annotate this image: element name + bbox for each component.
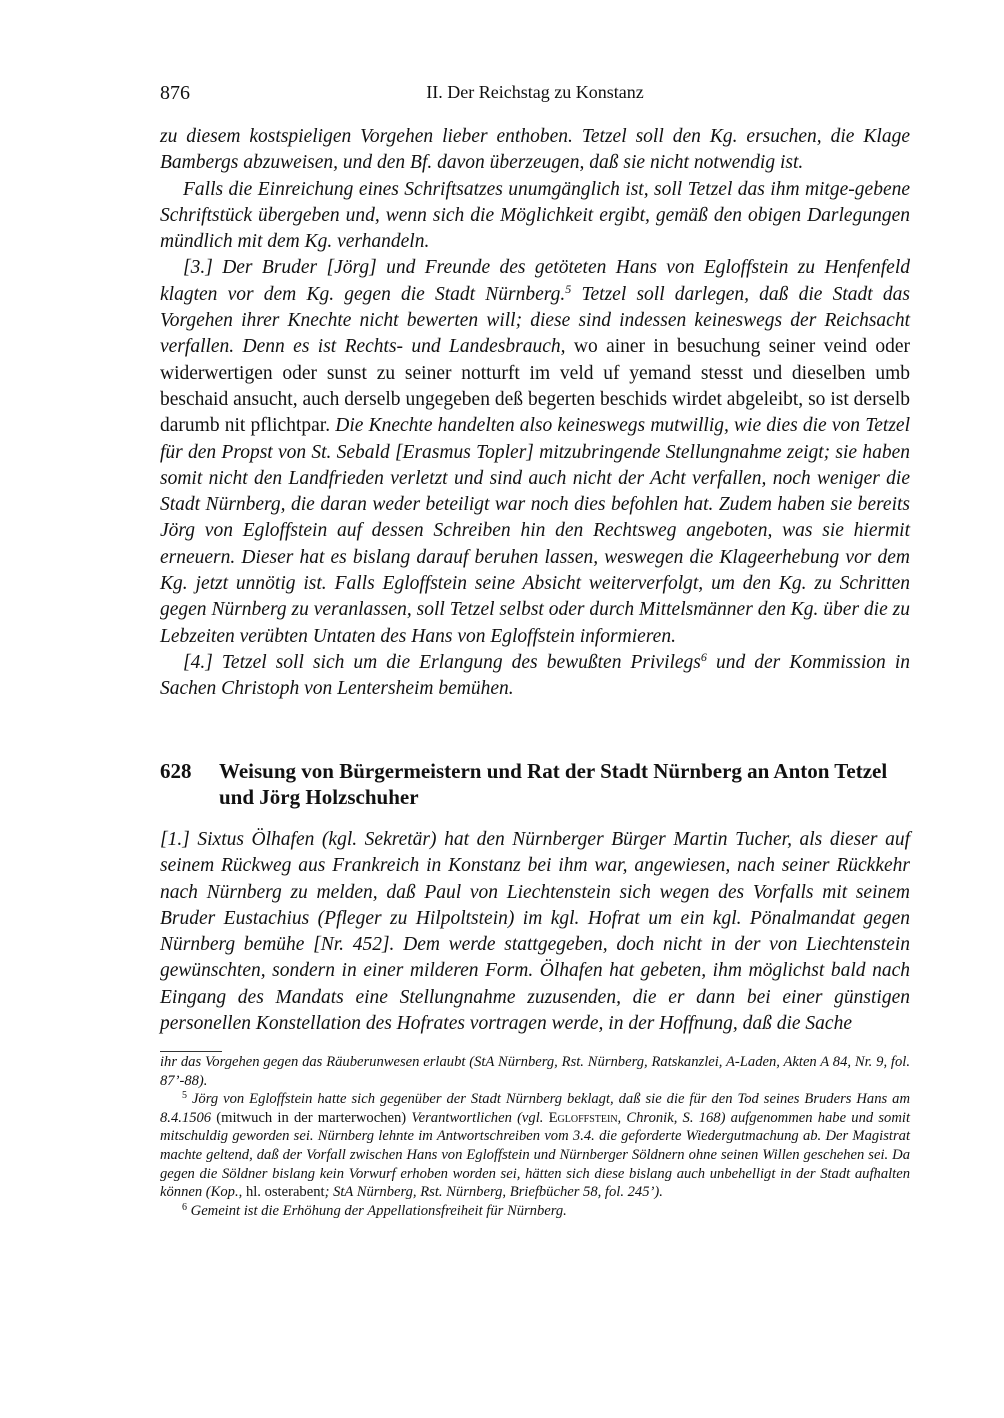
footnote-5-part-2: Verantwortlichen (vgl. bbox=[406, 1109, 549, 1126]
paragraph-4-part-2: und der Kommission in Sachen Christoph von Lentersheim bemühen. bbox=[160, 651, 910, 700]
footnote-6 bbox=[160, 1202, 910, 1221]
footnote-5-part-4: ; StA Nürnberg, Rst. Nürnberg, Briefbücher 58, fol. 245’). bbox=[324, 1184, 663, 1201]
page-number: 876 bbox=[160, 82, 190, 104]
footnote-5-quote-2: hl. osterabent bbox=[245, 1184, 325, 1201]
page-header bbox=[160, 82, 910, 108]
paragraph-3-quote: wo ainer in besuchung seiner veind oder widerwertigen oder sunst zu seiner notturft im veld uf yemand stesst und dieselben umb beschaid ansucht, auch derselb ungegeben deß begerten beschids wirdet abgeleibt, so ist derselb darumb nit pflichtpar. bbox=[160, 336, 911, 437]
document-628-paragraph: [1.] Sixtus Ölhafen (kgl. Sekretär) hat den Nürnberger Bürger Martin Tucher, als dieser auf seinem Rückweg aus Frankreich in Konstanz bei ihm war, angewiesen, nach seiner Rückkehr nach Nürnberg zu melden, daß Paul von Liechtenstein sich wegen des Vorfalls mit seinem Bruder Eustachius (Pfleger zu Hilpoltstein) im kgl. Hofrat um ein kgl. Pönalmandat gegen Nürnberg bemühe [Nr. 452]. Dem werde stattgegeben, doch nicht in der von Liechtenstein gewünschten, sondern in einer milderen Form. Ölhafen hat gebeten, ihm möglichst bald nach Eingang des Mandats eine Stellungnahme zuzusenden, die er dann bei einer günstigen personellen Konstellation des Hofrates vortragen werde, in der Hoffnung, daß die Sache bbox=[160, 829, 910, 1035]
paragraph-3-part-3: Die Knechte handelten also keineswegs mutwillig, wie dies die von Tetzel für den Propst von St. Sebald [Erasmus Topler] mitzubringende Stellungnahme zeigt; sie haben somit nicht den Landfrieden verletzt und sind auch nicht der Acht verfallen, noch weniger die Stadt Nürnberg, die daran weder beteiligt war noch dies befohlen hat. Zudem haben sie bereits Jörg von Egloffstein auf dessen Schreiben hin den Rechtsweg angeboten, was sie hiermit erneuern. Dieser hat es bislang darauf beruhen lassen, weswegen die Klageerhebung vor dem Kg. jetzt unnötig ist. Falls Egloffstein seine Absicht weiterverfolgt, um den Kg. zu Schritten gegen Nürnberg zu veranlassen, soll Tetzel selbst oder durch Mittelsmänner den Kg. über die zu Lebzeiten verübten Untaten des Hans von Egloffstein informieren. bbox=[160, 415, 910, 647]
footnotes bbox=[160, 1053, 910, 1220]
footnote-continuation: ihr das Vorgehen gegen das Räuberunwesen erlaubt (StA Nürnberg, Rst. Nürnberg, Ratskanzlei, A-Laden, Akten A 84, Nr. 9, fol. 87’-88). bbox=[160, 1054, 910, 1089]
paragraph-3 bbox=[160, 255, 910, 649]
footnote-6-mark: 6 bbox=[182, 1201, 187, 1213]
document-628-text bbox=[160, 827, 910, 1037]
document-title: Weisung von Bürgermeistern und Rat der Stadt Nürnberg an Anton Tetzel und Jörg Holzschuher bbox=[219, 759, 888, 809]
footnote-6-text: Gemeint ist die Erhöhung der Appellationsfreiheit für Nürnberg. bbox=[187, 1202, 567, 1219]
main-text bbox=[160, 124, 910, 703]
footnote-5-part-1: Jörg von Egloffstein hatte sich gegenüber der Stadt Nürnberg beklagt, daß sie die für den Tod seines Bruders Hans am 8.4.1506 bbox=[160, 1091, 910, 1126]
paragraph-3-part-1: [3.] Der Bruder [Jörg] und Freunde des getöteten Hans von Egloffstein zu Henfenfeld klagten vor dem Kg. gegen die Stadt Nürnberg. bbox=[160, 257, 910, 305]
paragraph-1: zu diesem kostspieligen Vorgehen lieber enthoben. Tetzel soll den Kg. ersuchen, die Klage Bambergs abzuweisen, und den Bf. davon überzeugen, daß sie nicht notwendig ist. bbox=[160, 126, 910, 174]
footnote-ref-6: 6 bbox=[700, 649, 707, 664]
paragraph-4 bbox=[160, 650, 910, 703]
footnote-5-mark: 5 bbox=[182, 1090, 187, 1102]
paragraph-2: Falls die Einreichung eines Schriftsatzes unumgänglich ist, soll Tetzel das ihm mitge-gebene Schriftstück übergeben und, wenn sich die Möglichkeit ergibt, gemäß den obigen Darlegungen mündlich mit dem Kg. verhandeln. bbox=[160, 178, 910, 253]
document-heading bbox=[160, 758, 910, 810]
document-number: 628 bbox=[160, 759, 192, 783]
footnote-5 bbox=[160, 1090, 910, 1202]
running-title: II. Der Reichstag zu Konstanz bbox=[426, 82, 644, 102]
footnote-divider bbox=[160, 1051, 222, 1052]
paragraph-3-part-2: Tetzel soll darlegen, daß die Stadt das Vorgehen ihrer Knechte nicht bewerten will; diese sind indessen keineswegs der Reichsacht verfallen. Denn es ist Rechts- und Landesbrauch, bbox=[160, 283, 910, 358]
footnote-5-quote-1: (mitwuch in der marterwochen) bbox=[216, 1109, 407, 1126]
paragraph-4-part-1: [4.] Tetzel soll sich um die Erlangung des bewußten Privilegs bbox=[183, 651, 701, 673]
footnote-5-part-3: , Chronik, S. 168) aufgenommen habe und somit mitschuldig geworden sei. Nürnberg lehnte im Antwortschreiben vom 3.4. die geforderte Wiedergutmachung ab. Der Magistrat machte geltend, daß der Vorfall zwischen Hans von Egloffstein und Nürnberger Söldnern ohne seinen Willen geschehen sei. Da gegen die Söldner bislang kein Vorwurf erhoben worden sei, hätten sich diese bislang auch unbehelligt in der Stadt aufhalten können (Kop., bbox=[160, 1109, 911, 1201]
footnote-5-author: Egloffstein bbox=[548, 1109, 618, 1126]
footnote-ref-5: 5 bbox=[565, 281, 572, 296]
